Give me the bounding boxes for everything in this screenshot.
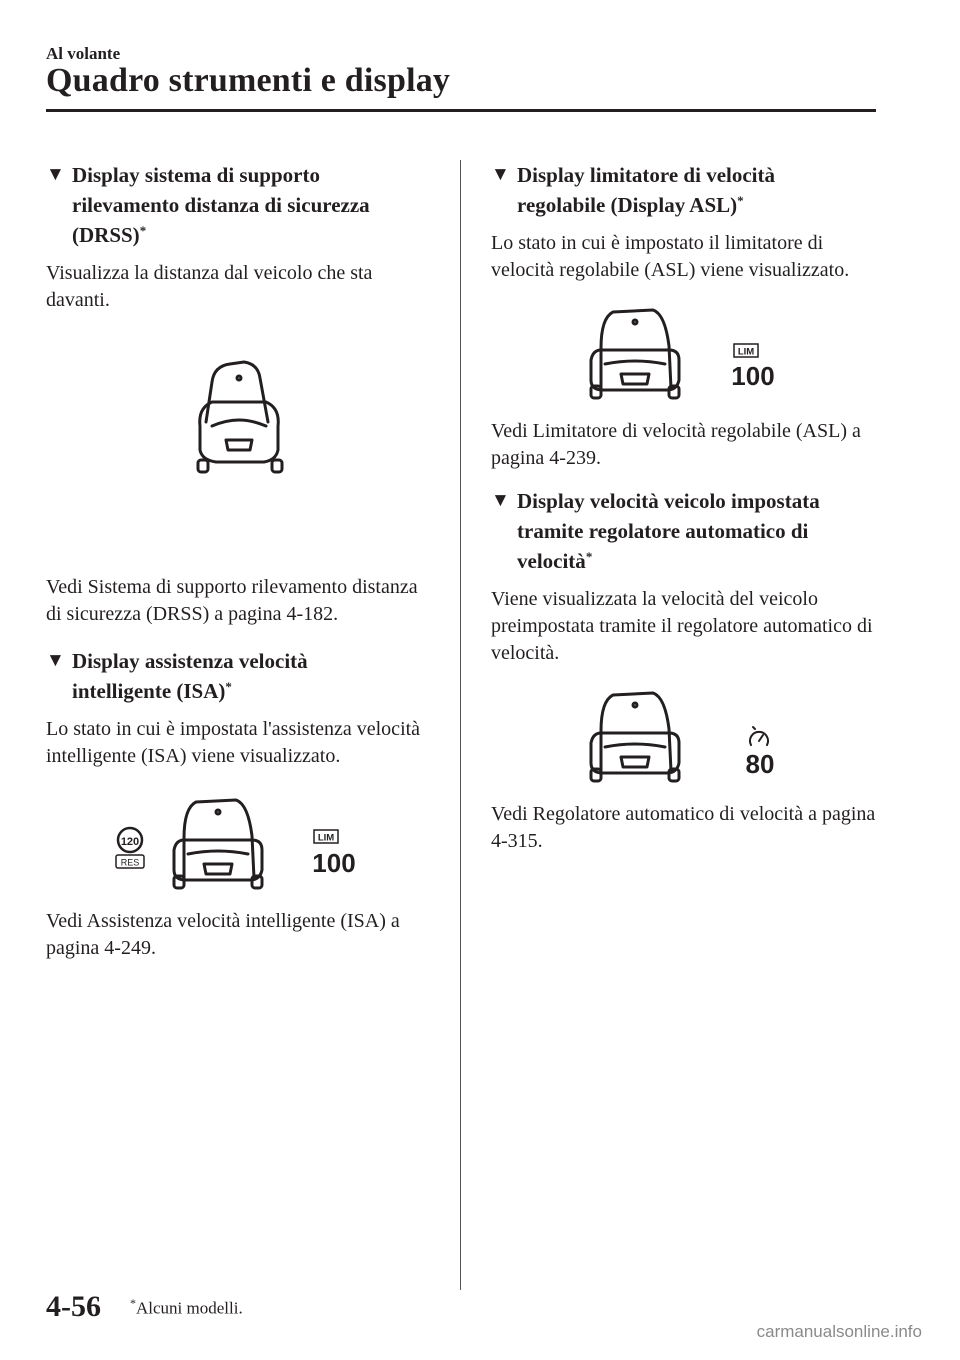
asl-heading-line2: regolabile (Display ASL)	[517, 193, 738, 217]
car-rear-icon	[591, 310, 679, 398]
cruise-heading-line1: Display velocità veicolo impostata	[517, 489, 820, 513]
triangle-icon: ▼	[491, 164, 510, 185]
footnote-text: Alcuni modelli.	[136, 1298, 243, 1318]
column-divider	[460, 160, 461, 1290]
isa-speed-text: 120	[120, 836, 140, 848]
triangle-icon: ▼	[46, 164, 65, 185]
isa-heading	[46, 646, 436, 706]
cruise-ref: Vedi Regolatore automatico di velocità a pagina 4-315.	[491, 803, 876, 852]
drss-illustration	[46, 322, 436, 584]
triangle-icon: ▼	[491, 490, 510, 511]
asl-icons	[491, 298, 881, 408]
car-rear-icon	[591, 693, 679, 781]
watermark[interactable]: carmanualsonline.info	[756, 1322, 922, 1341]
cruise-heading-line3: velocità	[517, 549, 586, 573]
isa-heading-line1: Display assistenza velocità	[72, 649, 308, 673]
footnote	[130, 1296, 243, 1319]
footnote-star: *	[737, 193, 744, 208]
drss-heading	[46, 160, 436, 250]
isa-lim-value: 100	[312, 848, 356, 878]
page-number: 4-56	[46, 1290, 101, 1323]
speedometer-icon	[750, 727, 768, 745]
isa-icons	[46, 788, 436, 898]
asl-heading	[491, 160, 881, 220]
asl-lim-text: LIM	[737, 346, 755, 358]
isa-ref: Vedi Assistenza velocità intelligente (ISA) a pagina 4-249.	[46, 910, 400, 959]
title-rule	[46, 109, 876, 112]
cruise-illustration	[491, 681, 881, 791]
footnote-star: *	[130, 1296, 136, 1310]
drss-heading-line1: Display sistema di supporto	[72, 163, 320, 187]
chapter-label: Al volante	[46, 44, 121, 63]
drss-body: Visualizza la distanza dal veicolo che sta davanti.	[46, 262, 373, 311]
isa-illustration	[46, 788, 436, 898]
right-column	[491, 160, 881, 863]
drss-vehicle-distance-icon	[46, 322, 436, 584]
triangle-icon: ▼	[46, 650, 65, 671]
left-column	[46, 160, 436, 970]
asl-ref: Vedi Limitatore di velocità regolabile (ASL) a pagina 4-239.	[491, 420, 861, 469]
isa-res-text: RES	[120, 857, 140, 868]
page-title: Quadro strumenti e display	[46, 62, 451, 99]
car-rear-icon	[174, 800, 262, 888]
isa-heading-line2: intelligente (ISA)	[72, 679, 226, 703]
cruise-heading	[491, 486, 881, 576]
asl-illustration	[491, 298, 881, 408]
cruise-body: Viene visualizzata la velocità del veicolo preimpostata tramite il regolatore automatico di velocità.	[491, 588, 873, 664]
isa-body: Lo stato in cui è impostata l'assistenza velocità intelligente (ISA) viene visualizzato.	[46, 718, 421, 767]
cruise-speed-value: 80	[745, 749, 775, 779]
footnote-star: *	[225, 679, 232, 694]
drss-heading-line3: (DRSS)	[72, 223, 140, 247]
asl-body: Lo stato in cui è impostato il limitatore di velocità regolabile (ASL) viene visualizzato.	[491, 232, 850, 281]
drss-ref: Vedi Sistema di supporto rilevamento distanza di sicurezza (DRSS) a pagina 4-182.	[46, 576, 418, 625]
footnote-star: *	[585, 549, 593, 564]
cruise-icons	[491, 681, 881, 791]
asl-lim-value: 100	[731, 361, 775, 391]
drss-heading-line2: rilevamento distanza di sicurezza	[72, 193, 370, 217]
isa-lim-text: LIM	[317, 832, 335, 844]
footnote-star: *	[139, 223, 147, 238]
asl-heading-line1: Display limitatore di velocità	[517, 163, 775, 187]
cruise-heading-line2: tramite regolatore automatico di	[517, 519, 809, 543]
